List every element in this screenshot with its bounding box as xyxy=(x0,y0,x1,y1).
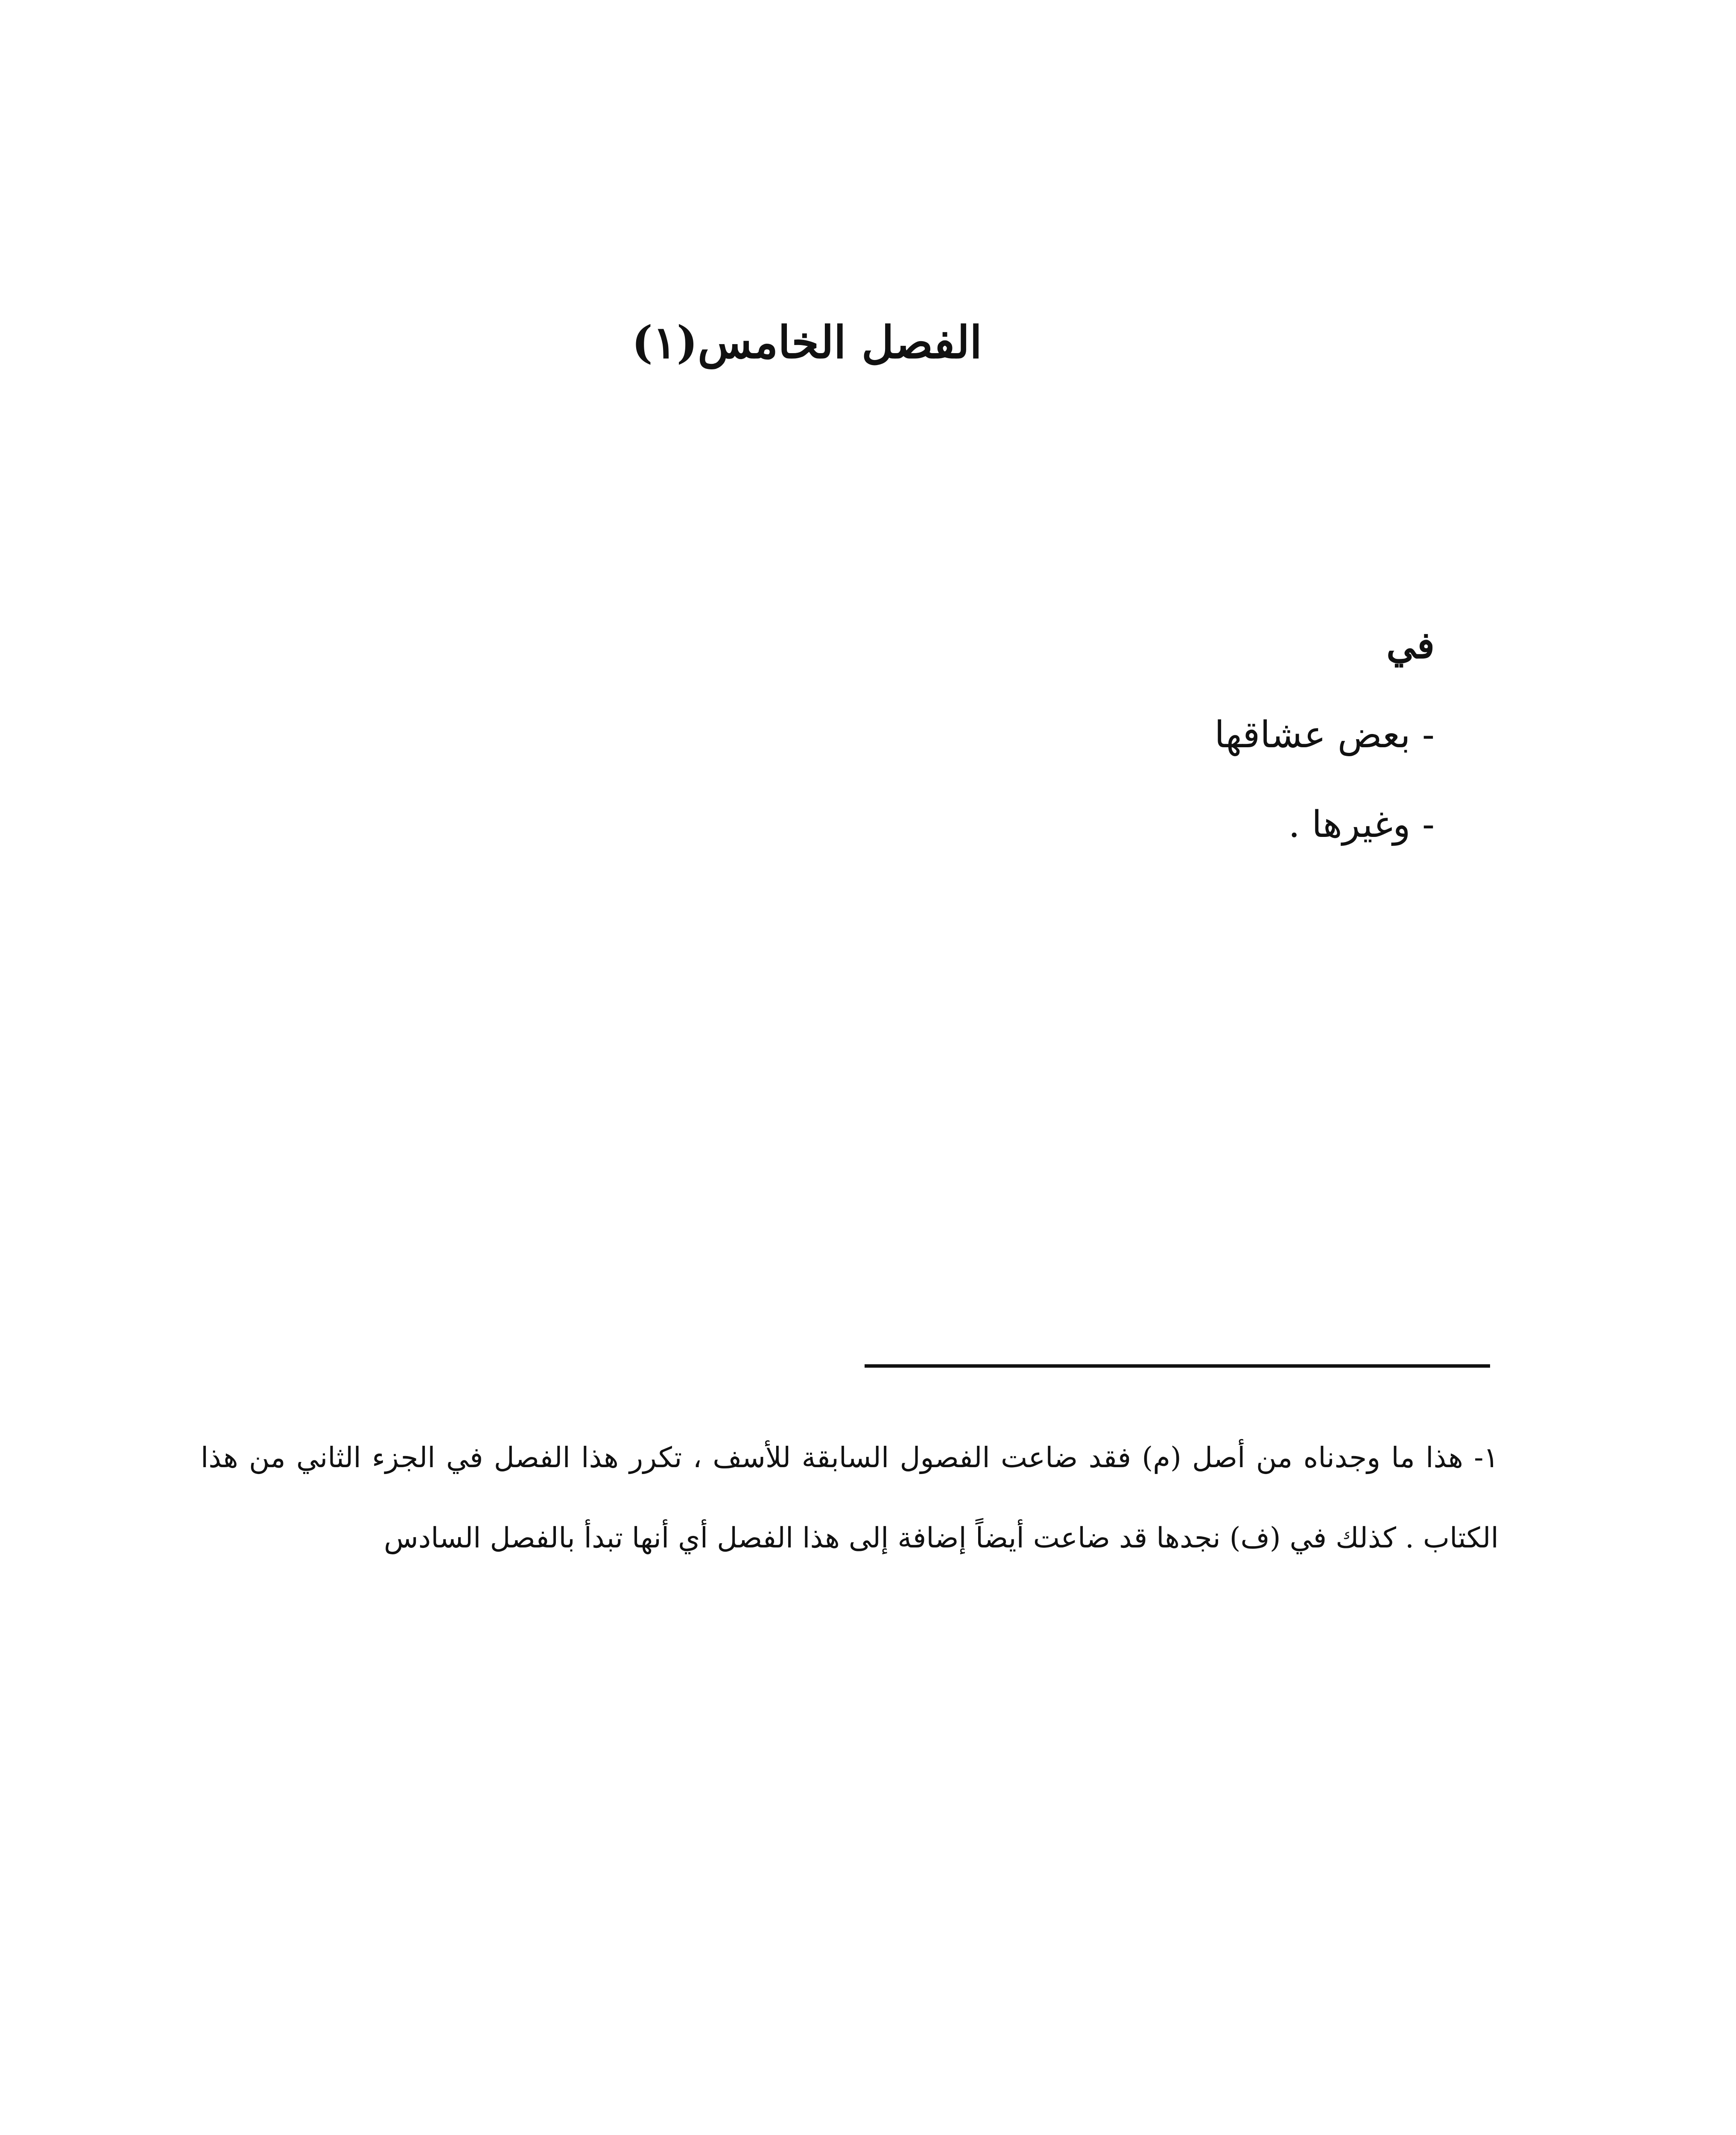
topic-item: - بعض عشاقها xyxy=(1214,714,1435,756)
footnote-divider xyxy=(865,1364,1490,1368)
chapter-title: الفصل الخامس(١) xyxy=(631,316,982,369)
topic-item: - وغيرها . xyxy=(1288,803,1435,846)
chapter-topics xyxy=(1067,623,1435,892)
topics-intro: في xyxy=(1386,624,1435,667)
footnote-text: ١- هذا ما وجدناه من أصل (م) فقد ضاعت الفصول السابقة للأسف ، تكرر هذا الفصل في الجزء الثاني من هذا الكتاب . كذلك في (ف) نجدها قد ضاعت أيضاً إضافة إلى هذا الفصل أي أنها تبدأ بالفصل السادس xyxy=(201,1441,1499,1554)
